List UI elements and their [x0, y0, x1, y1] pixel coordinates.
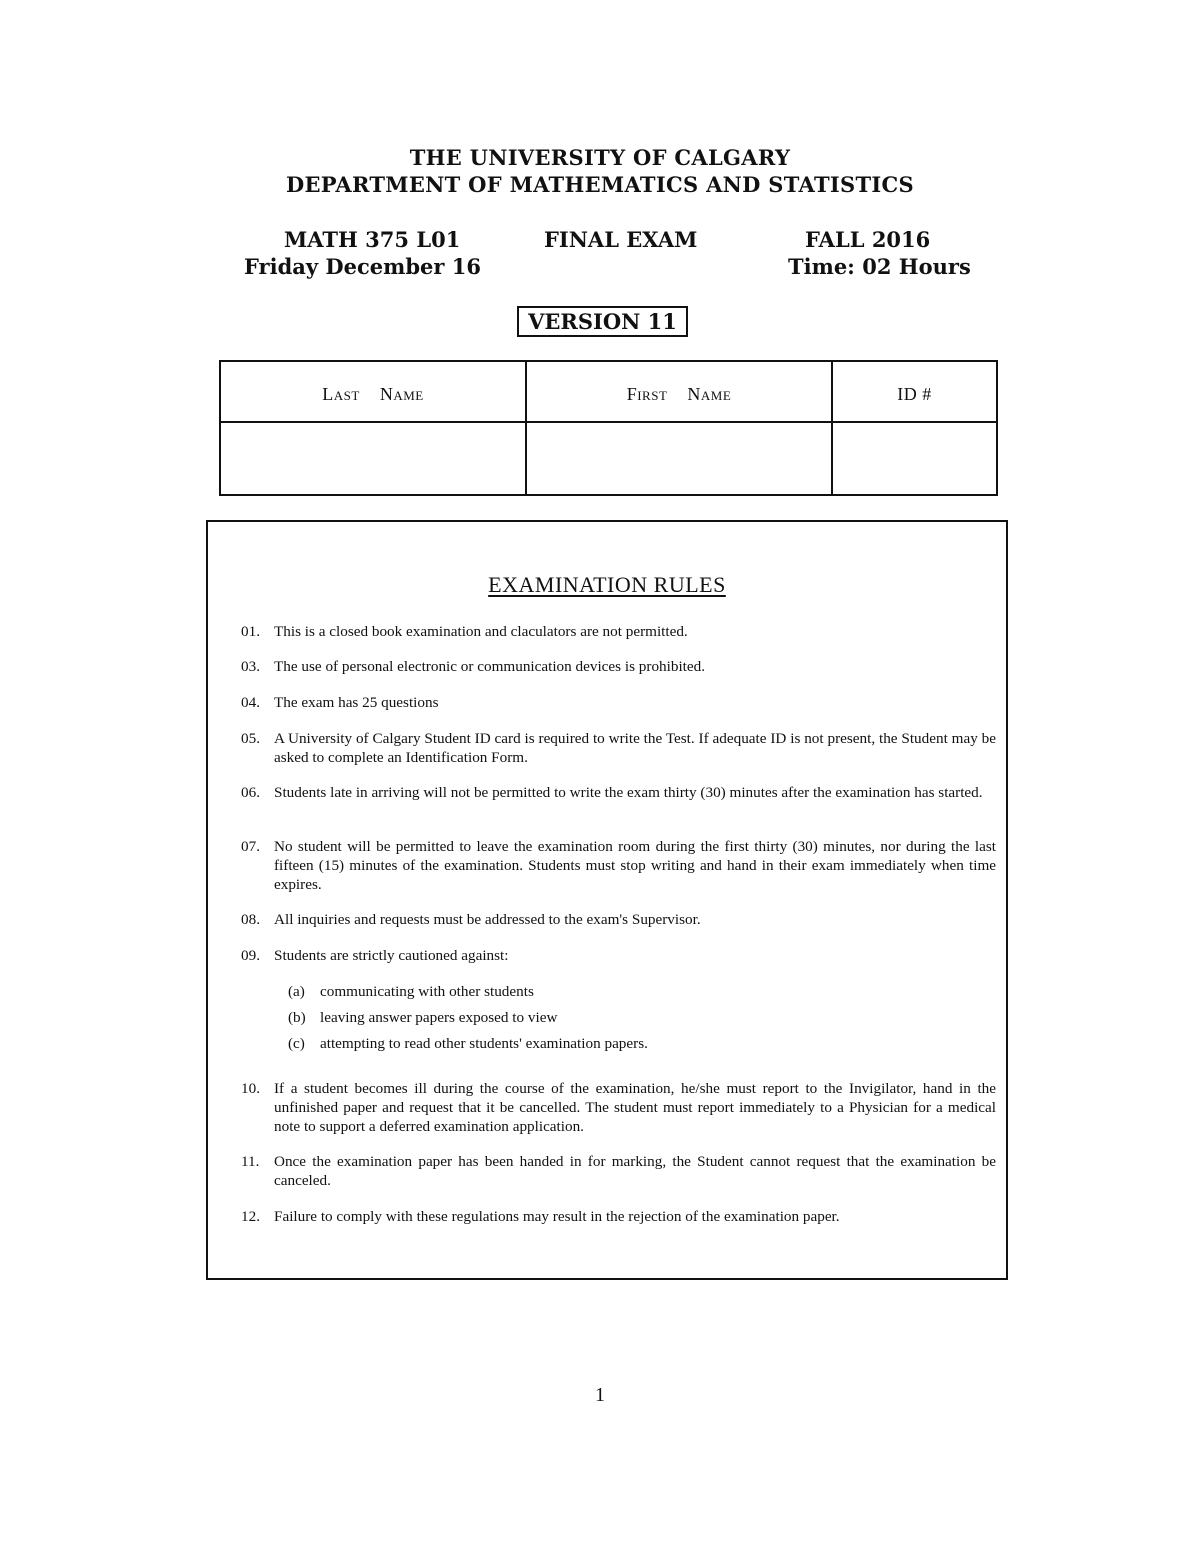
subitem-label: (c) — [288, 1035, 305, 1052]
rule-text: All inquiries and requests must be addressed to the exam's Supervisor. — [274, 911, 701, 928]
page-number: 1 — [595, 1384, 605, 1406]
id-header: ID # — [832, 361, 997, 422]
rule-number: 03. — [241, 658, 260, 675]
rule-number: 06. — [241, 784, 260, 801]
rule-item — [241, 946, 996, 965]
rule-text: A University of Calgary Student ID card is required to write the Test. If adequate ID is not present, the Student may be asked to complete an Identification Form. — [274, 730, 996, 766]
course-code: MATH 375 L01 — [284, 227, 461, 252]
rule-item — [241, 657, 996, 676]
caution-subitem — [288, 1034, 988, 1053]
rule-text: Students late in arriving will not be permitted to write the exam thirty (30) minutes after the examination has started. — [274, 784, 983, 801]
rule-number: 11. — [241, 1153, 260, 1170]
exam-date: Friday December 16 — [244, 254, 481, 279]
rule-item — [241, 783, 996, 802]
rule-item — [241, 1152, 996, 1190]
exam-term: FALL 2016 — [805, 227, 931, 252]
subitem-text: communicating with other students — [320, 983, 534, 1000]
rule-text: The exam has 25 questions — [274, 694, 439, 711]
first-name-header: First Name — [526, 361, 832, 422]
rule-number: 04. — [241, 694, 260, 711]
rule-text: Once the examination paper has been handed in for marking, the Student cannot request that the examination be canceled. — [274, 1153, 996, 1189]
rule-text: If a student becomes ill during the course of the examination, he/she must report to the Invigilator, hand in the unfinished paper and request that it be cancelled. The student must report immediately to a Physician for a medical note to support a deferred examination application. — [274, 1080, 996, 1135]
version-box: VERSION 11 — [517, 306, 688, 337]
subitem-text: attempting to read other students' examination papers. — [320, 1035, 648, 1052]
rule-number: 09. — [241, 947, 260, 964]
rules-title: EXAMINATION RULES — [488, 572, 726, 597]
rule-text: No student will be permitted to leave the examination room during the first thirty (30) minutes, nor during the last fifteen (15) minutes of the examination. Students must stop writing and hand in their exam immediately when time expires. — [274, 838, 996, 893]
student-id-table — [219, 360, 998, 496]
caution-subitem — [288, 982, 988, 1001]
rule-text: Students are strictly cautioned against: — [274, 947, 509, 964]
last-name-field[interactable] — [220, 422, 526, 495]
rule-item — [241, 729, 996, 767]
last-name-header: Last Name — [220, 361, 526, 422]
department-title: DEPARTMENT OF MATHEMATICS AND STATISTICS — [285, 172, 915, 197]
exam-duration: Time: 02 Hours — [788, 254, 971, 279]
rule-number: 10. — [241, 1080, 260, 1097]
id-field[interactable] — [832, 422, 997, 495]
rule-number: 12. — [241, 1208, 260, 1225]
first-name-field[interactable] — [526, 422, 832, 495]
university-title: THE UNIVERSITY OF CALGARY — [409, 145, 791, 170]
examination-rules-box — [206, 520, 1008, 1280]
rule-number: 07. — [241, 838, 260, 855]
caution-subitem — [288, 1008, 988, 1027]
rule-item — [241, 837, 996, 894]
rule-text: The use of personal electronic or communication devices is prohibited. — [274, 658, 706, 675]
exam-type: FINAL EXAM — [544, 227, 698, 252]
rule-text: This is a closed book examination and claculators are not permitted. — [274, 623, 688, 640]
rule-item — [241, 693, 996, 712]
rule-number: 08. — [241, 911, 260, 928]
rule-number: 05. — [241, 730, 260, 747]
rule-item — [241, 910, 996, 929]
rule-item — [241, 1079, 996, 1136]
rule-number: 01. — [241, 623, 260, 640]
subitem-label: (b) — [288, 1009, 306, 1026]
rule-item — [241, 1207, 996, 1226]
rule-item — [241, 622, 996, 641]
subitem-label: (a) — [288, 983, 305, 1000]
subitem-text: leaving answer papers exposed to view — [320, 1009, 558, 1026]
rule-text: Failure to comply with these regulations may result in the rejection of the examination paper. — [274, 1208, 840, 1225]
